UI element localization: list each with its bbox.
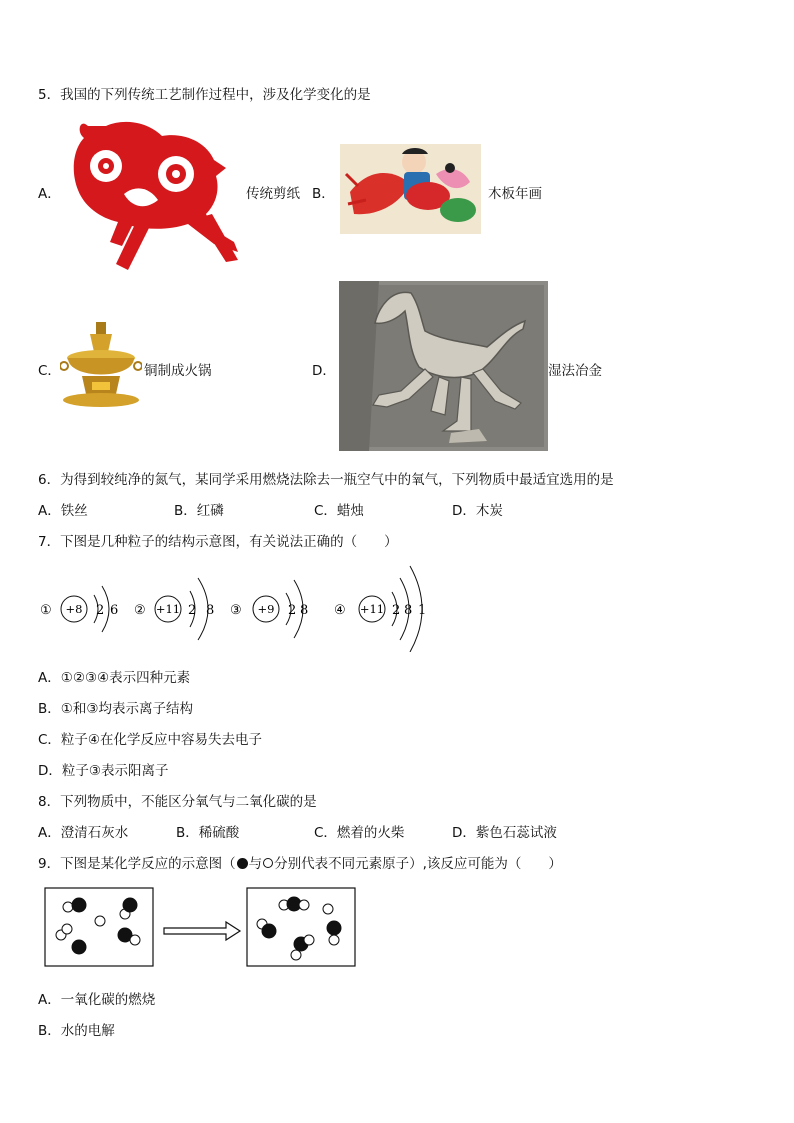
q6-option-c: C．蜡烛 bbox=[314, 503, 364, 519]
black-atom bbox=[123, 898, 137, 912]
particle-1-shell-2-count: 6 bbox=[110, 603, 119, 618]
white-atom bbox=[299, 900, 309, 910]
q5-option-b-caption: 木板年画 bbox=[488, 186, 542, 202]
particle-4-charge: +11 bbox=[359, 602, 385, 616]
q6-option-a: A．铁丝 bbox=[38, 503, 88, 519]
q8-option-a: A．澄清石灰水 bbox=[38, 825, 129, 841]
black-atom bbox=[72, 898, 86, 912]
particle-4-shell-2-count: 8 bbox=[404, 603, 413, 618]
particle-4-marker: ④ bbox=[334, 603, 346, 618]
white-atom bbox=[95, 916, 105, 926]
bronze-horse-relief-image bbox=[339, 281, 548, 451]
white-atom bbox=[323, 904, 333, 914]
q7-option-b: B．①和③均表示离子结构 bbox=[38, 701, 193, 717]
black-atom bbox=[262, 924, 276, 938]
particle-1-marker: ① bbox=[40, 603, 52, 618]
particle-3-shell-1-count: 2 bbox=[288, 603, 297, 618]
q5-option-c-letter: C． bbox=[38, 363, 61, 379]
white-atom bbox=[329, 935, 339, 945]
q5-option-c-caption: 铜制成火锅 bbox=[144, 363, 212, 379]
reaction-arrow bbox=[164, 922, 240, 940]
particle-3-charge: +9 bbox=[257, 602, 275, 616]
white-atom bbox=[62, 924, 72, 934]
particle-4-shell-1-count: 2 bbox=[392, 603, 401, 618]
q6-option-d: D．木炭 bbox=[452, 503, 503, 519]
q6-option-b: B．红磷 bbox=[174, 503, 224, 519]
q7-stem: 7．下图是几种粒子的结构示意图，有关说法正确的（ ） bbox=[38, 534, 398, 550]
q9-option-a: A．一氧化碳的燃烧 bbox=[38, 992, 156, 1008]
q5-option-d-letter: D． bbox=[312, 363, 336, 379]
particle-1-shell-1-count: 2 bbox=[96, 603, 105, 618]
particle-2-shell-1-count: 2 bbox=[188, 603, 197, 618]
q6-stem: 6．为得到较纯净的氮气，某同学采用燃烧法除去一瓶空气中的氧气，下列物质中最适宜选用的是 bbox=[38, 472, 614, 488]
white-atom bbox=[304, 935, 314, 945]
q7-option-a: A．①②③④表示四种元素 bbox=[38, 670, 191, 686]
white-atom bbox=[130, 935, 140, 945]
black-atom-icon bbox=[237, 858, 248, 869]
paper-cut-pig-image bbox=[66, 114, 244, 272]
q9-stem-part-2: 与 bbox=[248, 856, 263, 872]
particle-3-marker: ③ bbox=[230, 603, 242, 618]
particle-2-shell-2-count: 8 bbox=[206, 603, 215, 618]
particle-2-charge: +11 bbox=[155, 602, 181, 616]
particle-4-shell-3-count: 1 bbox=[418, 603, 427, 618]
particle-structure-diagrams bbox=[38, 562, 438, 652]
copper-hotpot-image bbox=[60, 318, 142, 410]
q5-option-a-caption: 传统剪纸 bbox=[246, 186, 300, 202]
q8-option-b: B．稀硫酸 bbox=[176, 825, 240, 841]
q5-option-d-caption: 湿法冶金 bbox=[548, 363, 602, 379]
q5-stem: 5．我国的下列传统工艺制作过程中，涉及化学变化的是 bbox=[38, 87, 371, 103]
q9-stem-part-3: 分别代表不同元素原子）,该反应可能为（ ） bbox=[274, 856, 562, 872]
q9-stem bbox=[38, 852, 562, 872]
q7-option-d: D．粒子③表示阳离子 bbox=[38, 763, 169, 779]
white-atom bbox=[291, 950, 301, 960]
q7-option-c: C．粒子④在化学反应中容易失去电子 bbox=[38, 732, 263, 748]
q8-stem: 8．下列物质中，不能区分氧气与二氧化碳的是 bbox=[38, 794, 317, 810]
q5-option-b-letter: B． bbox=[312, 186, 335, 202]
q8-option-d: D．紫色石蕊试液 bbox=[452, 825, 557, 841]
particle-2-marker: ② bbox=[134, 603, 146, 618]
q5-option-a-letter: A． bbox=[38, 186, 61, 202]
black-atom bbox=[327, 921, 341, 935]
particle-1-charge: +8 bbox=[65, 602, 83, 616]
reactants-box bbox=[45, 888, 153, 966]
q9-stem-part-1: 9．下图是某化学反应的示意图（ bbox=[38, 856, 236, 872]
q8-option-c: C．燃着的火柴 bbox=[314, 825, 405, 841]
black-atom bbox=[72, 940, 86, 954]
woodblock-new-year-painting-image bbox=[340, 144, 481, 234]
particle-3-shell-2-count: 8 bbox=[300, 603, 309, 618]
reaction-diagram bbox=[44, 886, 358, 970]
q9-option-b: B．水的电解 bbox=[38, 1023, 115, 1039]
white-atom-icon bbox=[263, 858, 273, 868]
white-atom bbox=[63, 902, 73, 912]
